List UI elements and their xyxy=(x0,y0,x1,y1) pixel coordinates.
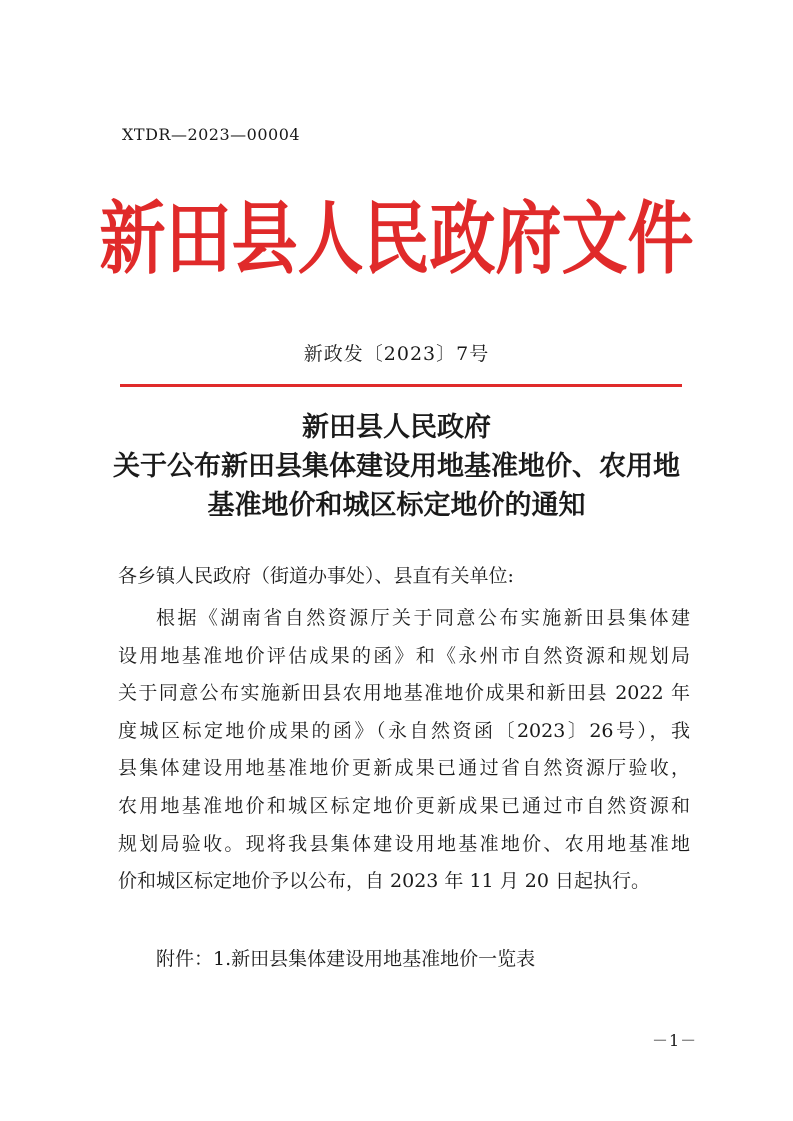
masthead-title: 新田县人民政府文件 xyxy=(99,192,694,285)
body-line: 农用地基准地价和城区标定地价更新成果已通过市自然资源和 xyxy=(118,794,690,817)
body-line: 县集体建设用地基准地价更新成果已通过省自然资源厅验收， xyxy=(118,757,690,780)
body-line: 价和城区标定地价予以公布，自 2023 年 11 月 20 日起执行。 xyxy=(118,870,650,893)
body-line: 根据《湖南省自然资源厅关于同意公布实施新田县集体建 xyxy=(156,607,690,629)
title-line: 关于公布新田县集体建设用地基准地价、农用地 xyxy=(113,451,680,482)
document-code: XTDR—2023—00004 xyxy=(122,125,301,144)
body-line: 度城区标定地价成果的函》（永自然资函〔2023〕26号），我 xyxy=(118,719,690,742)
body-line: 设用地基准地价评估成果的函》和《永州市自然资源和规划局 xyxy=(118,644,690,667)
notice-title xyxy=(0,408,793,525)
body-line: 关于同意公布实施新田县农用地基准地价成果和新田县 2022 年 xyxy=(118,682,690,705)
red-divider-line xyxy=(120,384,682,387)
attachment-line: 附件：1.新田县集体建设用地基准地价一览表 xyxy=(156,948,536,970)
title-line: 新田县人民政府 xyxy=(302,412,491,443)
document-number: 新政发〔2023〕7号 xyxy=(303,343,490,365)
body-paragraph xyxy=(118,600,690,901)
title-line: 基准地价和城区标定地价的通知 xyxy=(207,490,586,521)
page-number: －1－ xyxy=(652,1031,698,1050)
salutation: 各乡镇人民政府（街道办事处）、县直有关单位: xyxy=(118,565,514,587)
body-line: 规划局验收。现将我县集体建设用地基准地价、农用地基准地 xyxy=(118,832,690,855)
